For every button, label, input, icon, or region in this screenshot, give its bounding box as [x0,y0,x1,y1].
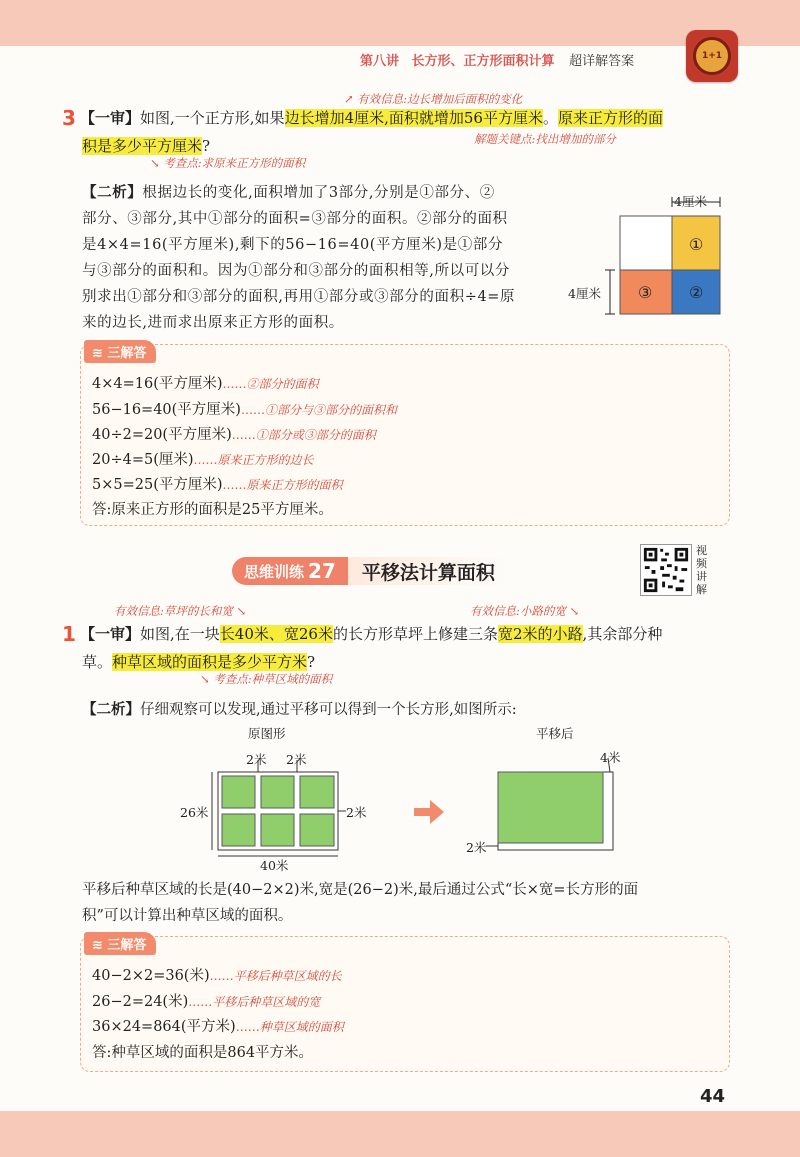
fig-right-title: 平移后 [536,726,574,741]
q1-explain-line1: 平移后种草区域的长是(40−2×2)米,宽是(26−2)米,最后通过公式“长×宽=长方形的面 [82,882,639,898]
book-label: 超详解答案 [569,54,635,69]
road-label-c: 2米 [346,805,367,820]
q3-answer-5: 5×5=25(平方厘米)……原来正方形的面积 [92,477,343,493]
bottom-wave [0,1103,800,1119]
q3-left-label: 4厘米 [568,286,601,301]
q3-answer-3: 40÷2=20(平方厘米)……①部分或③部分的面积 [92,427,376,443]
original-square [620,216,672,270]
part-3-label: ③ [638,283,653,302]
q1-answer-2: 26−2=24(米)……平移后种草区域的宽 [92,994,321,1010]
q1-answer-1: 40−2×2=36(米)……平移后种草区域的长 [92,968,342,984]
after-top-label: 4米 [600,750,621,765]
lawn-height-label: 26米 [180,805,209,820]
q3-analysis: 【二析】根据边长的变化,面积增加了3部分,分别是①部分、② 部分、③部分,其中①部分的面积=③部分的面积。②部分的面积 是4×4=16(平方厘米),剩下的56−16=40(平方厘米)是①部分 与③部分的面积和。因为①部分和③部分的面积相等,所以可以分 别求出①部分和③部分的面积,再用①部分或③部分的面积÷4=原 来的边长,进而求出原来正方形的面积。 [82,185,516,331]
q1-explain-line2: 积”可以计算出种草区域的面积。 [82,908,293,924]
q1-note-b: 有效信息:小路的宽 ↘ [470,604,580,618]
q3-answer-4: 20÷4=5(厘米)……原来正方形的边长 [92,452,314,468]
q3-note-top: ↗ 有效信息:边长增加后面积的变化 [344,92,523,106]
arrow-icon: ↘ [200,672,210,686]
qr-code-icon[interactable] [640,544,692,596]
topic-label: 长方形、正方形面积计算 [411,54,555,69]
arrow-icon: ↘ [150,156,160,170]
grass-block [261,776,294,808]
part-1-label: ① [689,235,704,254]
q3-answer-tag: ≋ 三解答 [84,340,156,363]
q1-answer-3: 36×24=864(平方米)……种草区域的面积 [92,1019,344,1035]
q3-number: 3 [62,106,76,130]
section-name: 平移法计算面积 [348,557,509,585]
lawn-width-label: 40米 [260,858,289,873]
q1-question-line2: 草。种草区域的面积是多少平方米? [82,653,316,671]
q1-analysis: 【二析】仔细观察可以发现,通过平移可以得到一个长方形,如图所示: [82,702,517,718]
grass-block [300,776,334,808]
q3-final-answer: 答:原来正方形的面积是25平方厘米。 [92,502,333,518]
q1-note-exam: ↘ 考查点:种草区域的面积 [200,672,333,686]
section-title [232,556,509,586]
grass-block [300,814,334,846]
arrow-icon: ↘ [236,604,247,618]
arrow-icon: ↘ [569,604,580,618]
brand-badge-icon [686,30,738,82]
q3-question-line2: 积是多少平方厘米? [82,137,211,155]
q1-lawn-figure [170,750,650,875]
after-left-label: 2米 [466,840,487,855]
badge-text: 1+1 [701,51,723,61]
lesson-label: 第八讲 [360,54,400,69]
q1-answer-tag: ≋ 三解答 [84,932,156,955]
q3-note-exam: ↘ 考查点:求原来正方形的面积 [150,156,306,170]
road-label-a: 2米 [246,752,267,767]
fig-left-title: 原图形 [248,726,286,741]
q1-final-answer: 答:种草区域的面积是864平方米。 [92,1045,314,1061]
q3-top-label: 4厘米 [674,194,707,209]
arrow-icon: ↗ [344,92,354,106]
grass-block [222,776,255,808]
q1-number: 1 [62,622,76,646]
grass-block [222,814,255,846]
road-label-b: 2米 [286,752,307,767]
q3-answer-1: 4×4=16(平方厘米)……②部分的面积 [92,376,319,392]
q1-note-a: 有效信息:草坪的长和宽 ↘ [114,604,247,618]
q1-question-line1: 【一审】如图,在一块长40米、宽26米的长方形草坪上修建三条宽2米的小路,其余部分种 [80,625,663,643]
translated-grass [498,772,603,843]
q3-note-key: 解题关键点:找出增加的部分 [474,132,616,146]
bottom-decorative-band [0,1111,800,1157]
q3-answer-2: 56−16=40(平方厘米)……①部分与③部分的面积和 [92,402,397,418]
q3-question-line1: 【一审】如图,一个正方形,如果边长增加4厘米,面积就增加56平方厘米。原来正方形的面 [80,109,663,127]
top-decorative-band [0,0,800,46]
grass-block [261,814,294,846]
video-explain-label: 视频讲解 [696,544,707,596]
page-header [360,50,634,69]
right-arrow-icon [414,800,444,824]
section-pill: 思维训练 27 [232,557,348,585]
part-2-label: ② [689,283,704,302]
page-number: 44 [700,1086,726,1107]
